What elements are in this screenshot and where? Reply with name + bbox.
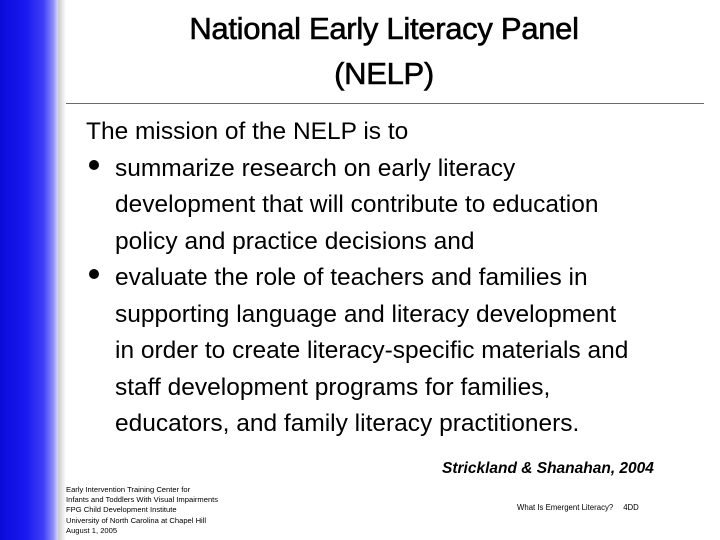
slide-title-line: National Early Literacy Panel [189,11,579,46]
bullet-item [86,260,716,443]
footer-line: Early Intervention Training Center for [66,485,191,494]
slide-title-line: (NELP) [334,56,434,91]
bullet-dot-icon [89,160,99,170]
bullet-line: supporting language and literacy development [115,300,617,328]
intro-text: The mission of the NELP is to [86,118,409,145]
slide-body [86,114,716,443]
bullet-item [86,151,716,261]
footer-line: Infants and Toddlers With Visual Impairments [66,495,219,505]
bullet-line: staff development programs for families, [115,373,551,401]
bullet-list [86,151,716,443]
title-divider [66,103,704,104]
citation: Strickland & Shanahan, 2004 [442,460,654,477]
bullet-line: educators, and family literacy practitioners. [115,410,580,437]
footer-slide-name: What Is Emergent Literacy? [517,503,614,512]
slide-title [66,6,702,96]
footer-line: University of North Carolina at Chapel Hill [66,515,207,525]
sidebar-band [0,0,58,540]
footer-line: FPG Child Development Institute [66,505,177,515]
footer-organization [66,485,218,536]
footer-date: August 1, 2005 [66,525,118,535]
bullet-line: in order to create literacy-specific materials and [115,337,629,364]
sidebar-shadow [58,0,66,540]
bullet-line: evaluate the role of teachers and families in [115,264,588,291]
bullet-dot-icon [89,269,99,279]
bullet-line: summarize research on early literacy [115,154,516,182]
slide-number: 4DD [623,503,639,512]
bullet-line: development that will contribute to education [115,191,599,218]
bullet-line: policy and practice decisions and [115,227,475,255]
footer-slide-info [517,503,639,512]
